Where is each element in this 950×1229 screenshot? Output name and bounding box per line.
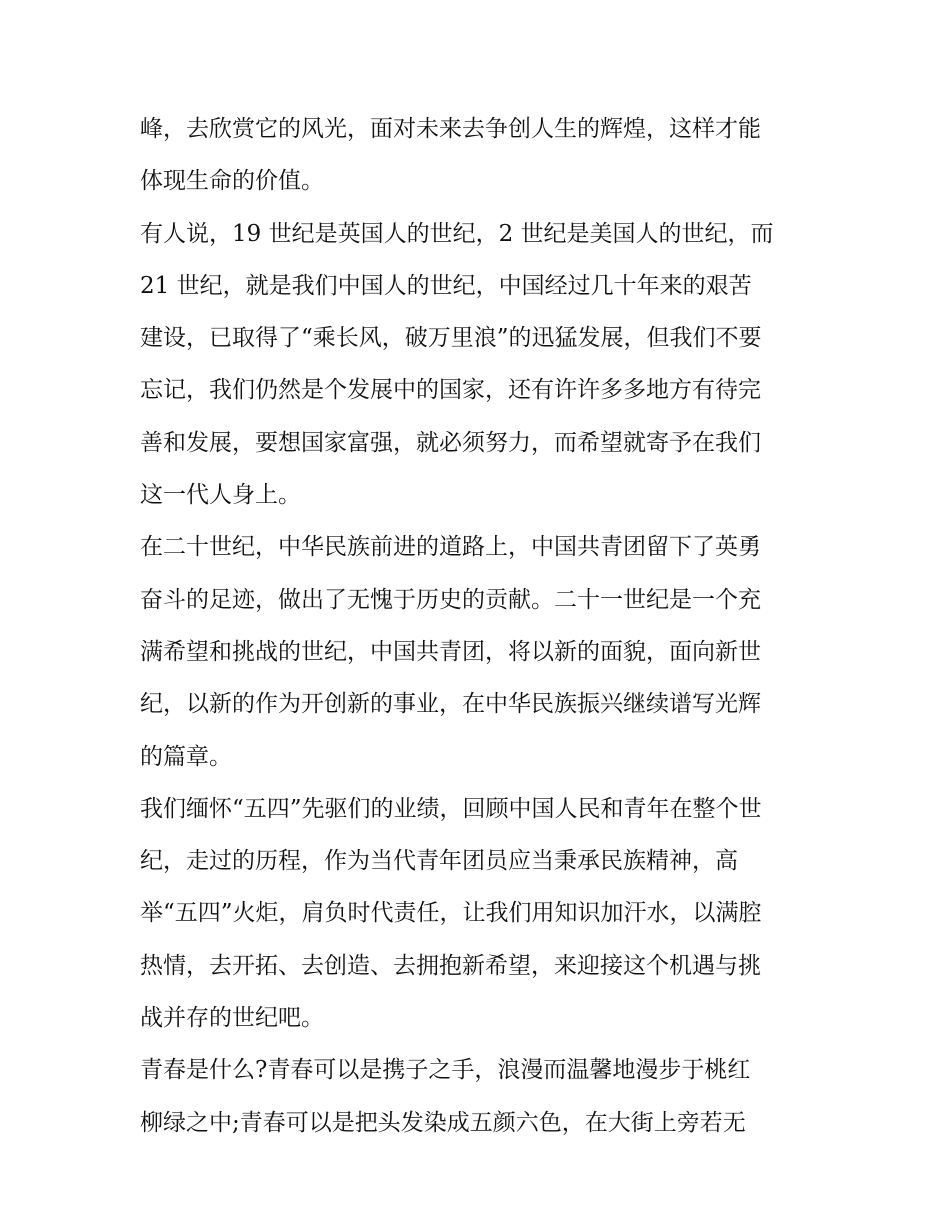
- text-line: 奋斗的足迹，做出了无愧于历史的贡献。二十一世纪是一个充: [140, 586, 761, 613]
- text-line: 体现生命的价值。: [140, 168, 324, 195]
- text-line: 善和发展，要想国家富强，就必须努力，而希望就寄予在我们: [140, 429, 761, 456]
- text-line: 我们缅怀“五四”先驱们的业绩，回顾中国人民和青年在整个世: [140, 795, 762, 822]
- text-line: 建设，已取得了“乘长风，破万里浪”的迅猛发展，但我们不要: [140, 325, 762, 352]
- text-line: 举“五四”火炬，肩负时代责任，让我们用知识加汗水，以满腔: [140, 900, 762, 927]
- text-line: 21 世纪，就是我们中国人的世纪，中国经过几十年来的艰苦: [140, 272, 752, 299]
- text-line: 有人说，19 世纪是英国人的世纪，2 世纪是美国人的世纪，而: [140, 220, 774, 247]
- text-line: 青春是什么?青春可以是携子之手，浪漫而温馨地漫步于桃红: [140, 1057, 751, 1084]
- text-line: 柳绿之中;青春可以是把头发染成五颜六色，在大街上旁若无: [140, 1109, 746, 1136]
- text-line: 热情，去开拓、去创造、去拥抱新希望，来迎接这个机遇与挑: [140, 952, 761, 979]
- text-line: 纪，以新的作为开创新的事业，在中华民族振兴继续谱写光辉: [140, 691, 761, 718]
- text-line: 这一代人身上。: [140, 482, 301, 509]
- text-line: 战并存的世纪吧。: [140, 1005, 324, 1032]
- text-line: 忘记，我们仍然是个发展中的国家，还有许许多多地方有待完: [140, 377, 761, 404]
- text-line: 满希望和挑战的世纪，中国共青团，将以新的面貌，面向新世: [140, 638, 761, 665]
- text-line: 在二十世纪，中华民族前进的道路上，中国共青团留下了英勇: [140, 534, 761, 561]
- body-text: [140, 103, 820, 1149]
- text-line: 纪，走过的历程，作为当代青年团员应当秉承民族精神，高: [140, 848, 738, 875]
- text-line: 的篇章。: [140, 743, 232, 770]
- text-line: 峰，去欣赏它的风光，面对未来去争创人生的辉煌，这样才能: [140, 116, 761, 142]
